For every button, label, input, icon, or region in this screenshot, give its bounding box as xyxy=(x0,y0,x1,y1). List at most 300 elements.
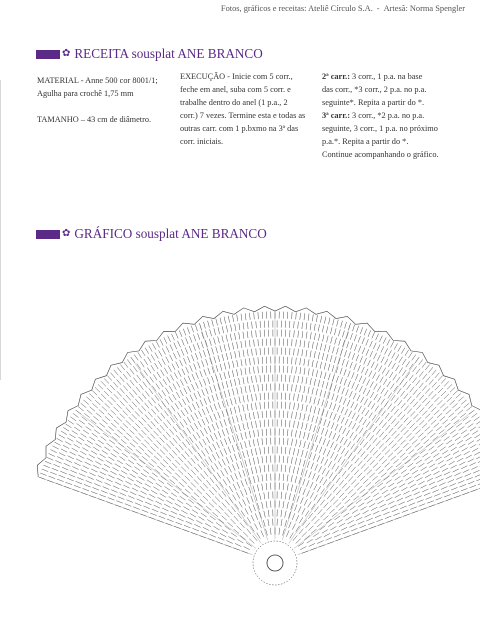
stitch-mark xyxy=(157,372,161,378)
stitch-mark xyxy=(197,489,202,494)
stitch-mark xyxy=(49,453,55,456)
stitch-mark xyxy=(127,371,131,377)
stitch-mark xyxy=(111,373,116,378)
stitch-mark xyxy=(253,439,254,446)
stitch-mark xyxy=(243,451,245,458)
stitch-mark xyxy=(268,492,269,499)
stitch-mark xyxy=(475,434,481,438)
stitch-mark xyxy=(436,426,441,430)
stitch-mark xyxy=(198,453,202,459)
stitch-mark xyxy=(230,380,232,387)
stitch-mark xyxy=(89,496,96,498)
stitch-mark xyxy=(208,377,210,384)
stitch-mark xyxy=(190,514,196,518)
stitch-mark xyxy=(395,494,401,497)
stitch-mark xyxy=(232,417,234,424)
stitch-mark xyxy=(312,342,313,349)
stitch-mark xyxy=(188,461,193,466)
stitch-mark xyxy=(206,417,209,423)
stitch-mark xyxy=(169,396,173,402)
stitch-mark xyxy=(194,335,196,342)
stitch-mark xyxy=(422,386,427,391)
stitch-mark xyxy=(342,471,346,477)
stitch-mark xyxy=(326,326,328,333)
stitch-mark xyxy=(401,440,406,445)
stitch-mark xyxy=(449,444,455,448)
stitch-mark xyxy=(314,495,318,501)
stitch-mark xyxy=(160,425,165,430)
stitch-mark xyxy=(72,467,78,470)
stitch-mark xyxy=(64,486,71,488)
stitch-mark xyxy=(68,456,74,459)
stitch-mark xyxy=(387,381,391,387)
stitch-mark xyxy=(326,382,328,389)
stitch-mark xyxy=(366,482,371,487)
stitch-mark xyxy=(203,439,207,445)
stitch-mark xyxy=(408,480,414,484)
stitch-mark xyxy=(306,350,307,357)
stitch-mark xyxy=(300,340,301,347)
stitch-mark xyxy=(229,537,235,541)
stitch-mark xyxy=(245,432,247,439)
stitch-mark xyxy=(84,484,91,487)
stitch-mark xyxy=(207,520,213,524)
stitch-mark xyxy=(182,529,189,531)
stitch-mark xyxy=(403,473,409,477)
stitch-mark xyxy=(247,517,251,523)
stitch-mark xyxy=(309,471,312,478)
stitch-mark xyxy=(99,410,104,415)
stitch-mark xyxy=(446,499,453,501)
stitch-mark xyxy=(211,530,217,533)
stitch-mark xyxy=(170,479,176,483)
stitch-mark xyxy=(343,513,349,517)
stitch-mark xyxy=(255,513,258,520)
stitch-mark xyxy=(206,359,208,366)
stitch-mark xyxy=(208,539,215,541)
stitch-mark xyxy=(245,441,247,448)
stitch-mark xyxy=(176,447,181,452)
stitch-mark xyxy=(199,381,202,388)
stitch-mark xyxy=(234,379,236,386)
stitch-mark xyxy=(358,406,361,412)
stitch-mark xyxy=(343,428,346,434)
stitch-mark xyxy=(120,365,124,371)
stitch-mark xyxy=(187,356,190,362)
stitch-mark xyxy=(113,382,118,387)
stitch-mark xyxy=(210,534,216,537)
stitch-mark xyxy=(305,470,307,477)
stitch-mark xyxy=(283,483,284,490)
stitch-mark xyxy=(216,394,218,401)
stitch-mark xyxy=(394,409,398,414)
stitch-mark xyxy=(364,467,369,472)
stitch-mark xyxy=(249,539,254,544)
stitch-mark xyxy=(479,442,480,446)
stitch-mark xyxy=(222,459,225,465)
stitch-mark xyxy=(70,417,76,421)
stitch-mark xyxy=(368,360,371,366)
stitch-mark xyxy=(414,456,420,460)
stitch-mark xyxy=(143,487,149,491)
stitch-mark xyxy=(188,486,193,491)
stitch-mark xyxy=(252,322,253,329)
stitch-mark xyxy=(235,333,236,340)
stitch-mark xyxy=(120,493,126,496)
stitch-mark xyxy=(258,384,259,391)
stitch-mark xyxy=(243,350,244,357)
stitch-mark xyxy=(228,371,230,378)
stitch-mark xyxy=(190,395,193,401)
stitch-mark xyxy=(143,470,149,474)
stitch-mark xyxy=(184,358,187,364)
stitch-mark xyxy=(302,422,303,429)
stitch-mark xyxy=(374,353,377,359)
stitch-mark xyxy=(185,489,190,493)
stitch-mark xyxy=(336,490,341,495)
stitch-mark xyxy=(354,496,359,500)
stitch-mark xyxy=(476,478,480,481)
stitch-mark xyxy=(98,476,104,479)
stitch-mark xyxy=(222,503,227,508)
stitch-mark xyxy=(229,486,233,492)
stitch-mark xyxy=(228,418,230,425)
stitch-mark xyxy=(132,426,137,431)
stitch-mark xyxy=(120,401,125,406)
stitch-mark xyxy=(427,460,433,464)
stitch-mark xyxy=(441,391,446,396)
stitch-mark xyxy=(370,447,375,452)
stitch-mark xyxy=(339,426,342,432)
stitch-mark xyxy=(61,431,67,435)
stitch-mark xyxy=(266,456,267,463)
stitch-mark xyxy=(148,400,152,406)
stitch-mark xyxy=(366,433,370,439)
heading-bar xyxy=(36,230,60,239)
stitch-mark xyxy=(356,384,359,390)
stitch-mark xyxy=(167,377,171,383)
stitch-mark xyxy=(324,372,326,379)
stitch-mark xyxy=(117,391,122,396)
stitch-mark xyxy=(57,479,64,482)
stitch-mark xyxy=(182,454,187,459)
stitch-mark xyxy=(417,500,424,503)
stitch-mark xyxy=(322,530,328,534)
stitch-mark xyxy=(235,473,238,479)
stitch-mark xyxy=(204,398,207,404)
stitch-mark xyxy=(361,397,364,403)
stitch-mark xyxy=(76,410,82,414)
stitch-mark xyxy=(476,420,480,424)
stitch-mark xyxy=(308,501,312,507)
stitch-mark xyxy=(394,343,397,349)
stitch-mark xyxy=(416,380,420,385)
stitch-mark xyxy=(247,322,248,329)
stitch-mark xyxy=(287,456,288,463)
stitch-mark xyxy=(149,517,156,519)
stitch-mark xyxy=(401,415,406,420)
stitch-mark xyxy=(343,531,349,534)
stitch-mark xyxy=(254,430,255,437)
stitch-mark xyxy=(331,452,334,458)
stitch-mark xyxy=(256,348,257,355)
stitch-mark xyxy=(85,444,91,448)
stitch-mark xyxy=(230,408,232,415)
stitch-mark xyxy=(300,413,301,420)
stitch-mark xyxy=(341,527,347,530)
stitch-mark xyxy=(153,487,159,491)
stitch-mark xyxy=(226,457,229,463)
stitch-mark xyxy=(410,387,414,393)
stitch-mark xyxy=(262,411,263,418)
stitch-mark xyxy=(287,484,288,491)
stitch-mark xyxy=(385,425,390,430)
stitch-mark xyxy=(117,430,122,435)
stitch-mark xyxy=(328,523,334,527)
stitch-mark xyxy=(256,321,257,328)
stitch-mark xyxy=(407,396,411,401)
stitch-mark xyxy=(382,422,386,428)
stitch-mark xyxy=(350,362,353,369)
stitch-mark xyxy=(420,508,427,510)
stitch-mark xyxy=(50,472,57,475)
stitch-mark xyxy=(449,413,454,418)
stitch-mark xyxy=(160,463,165,468)
stitch-mark xyxy=(310,396,312,403)
stitch-mark xyxy=(359,417,363,423)
stitch-mark xyxy=(386,520,393,522)
stitch-mark xyxy=(295,486,297,493)
stitch-mark xyxy=(193,528,199,531)
stitch-mark xyxy=(163,447,168,452)
stitch-mark xyxy=(329,509,334,514)
stitch-mark xyxy=(352,382,355,388)
stitch-mark xyxy=(352,455,356,461)
stitch-mark xyxy=(187,417,191,423)
stitch-mark xyxy=(136,450,142,454)
stitch-mark xyxy=(327,542,334,544)
stitch-mark xyxy=(355,404,358,410)
stitch-mark xyxy=(212,348,214,355)
stitch-mark xyxy=(392,363,396,369)
stitch-mark xyxy=(199,323,201,330)
stitch-mark xyxy=(95,400,100,405)
stitch-mark xyxy=(281,519,282,526)
stitch-mark xyxy=(292,312,293,319)
stitch-mark xyxy=(459,462,465,465)
stitch-mark xyxy=(404,417,409,422)
stitch-mark xyxy=(356,415,360,421)
stitch-mark xyxy=(293,467,294,474)
stitch-mark xyxy=(162,390,166,396)
stitch-mark xyxy=(409,450,415,454)
stitch-mark xyxy=(139,460,145,464)
execution-line: corr.) 7 vezes. Termine esta e todas as xyxy=(180,111,306,120)
stitch-mark xyxy=(186,503,192,507)
stitch-mark xyxy=(294,376,295,383)
stitch-mark xyxy=(292,524,295,530)
stitch-mark xyxy=(404,394,408,400)
stitch-mark xyxy=(201,450,205,456)
stitch-mark xyxy=(466,407,472,411)
stitch-mark xyxy=(435,385,440,390)
stitch-mark xyxy=(351,343,353,350)
stitch-mark xyxy=(245,489,248,496)
stitch-mark xyxy=(456,394,461,399)
stitch-mark xyxy=(410,399,415,404)
stitch-mark xyxy=(123,398,128,403)
stitch-mark xyxy=(310,548,317,550)
stitch-mark xyxy=(261,530,264,536)
stitch-mark xyxy=(450,387,455,392)
stitch-mark xyxy=(377,483,383,487)
stitch-mark xyxy=(283,456,284,463)
stitch-mark xyxy=(347,342,349,349)
stitch-mark xyxy=(370,473,375,478)
stitch-mark xyxy=(349,323,351,330)
stitch-mark xyxy=(360,439,364,445)
stitch-mark xyxy=(350,506,356,510)
stitch-mark xyxy=(439,430,445,434)
stitch-mark xyxy=(405,350,409,356)
stitch-mark xyxy=(384,390,388,396)
stitch-mark xyxy=(196,382,199,388)
stitch-mark xyxy=(327,450,330,456)
stitch-mark xyxy=(340,377,342,384)
stitch-mark xyxy=(341,321,343,328)
stitch-mark xyxy=(388,350,391,356)
stitch-mark xyxy=(120,377,125,382)
stitch-mark xyxy=(298,331,299,338)
stitch-mark xyxy=(212,500,217,505)
stitch-mark xyxy=(68,420,74,424)
stitch-mark xyxy=(139,495,145,498)
stitch-mark xyxy=(173,394,177,400)
stitch-mark xyxy=(408,352,412,358)
stitch-mark xyxy=(387,339,390,345)
stitch-mark xyxy=(314,397,316,404)
stitch-mark xyxy=(323,479,327,485)
stitch-mark xyxy=(104,464,110,468)
stitch-mark xyxy=(300,367,301,374)
stitch-mark xyxy=(123,411,128,416)
stitch-mark xyxy=(321,457,324,463)
stitch-mark xyxy=(314,484,317,490)
stitch-mark xyxy=(383,337,386,343)
stitch-mark xyxy=(409,436,414,441)
stitch-mark xyxy=(397,498,403,501)
stitch-mark xyxy=(425,427,430,432)
stitch-mark xyxy=(469,410,475,414)
stitch-mark xyxy=(398,437,403,442)
stitch-mark xyxy=(237,482,240,488)
stitch-mark xyxy=(330,327,332,334)
stitch-mark xyxy=(425,388,430,393)
stitch-mark xyxy=(426,497,433,500)
stitch-mark xyxy=(428,417,433,422)
stitch-mark xyxy=(304,341,305,348)
stitch-mark xyxy=(413,377,417,383)
stitch-mark xyxy=(412,470,418,474)
stitch-mark xyxy=(117,379,122,384)
stitch-mark xyxy=(166,432,171,437)
stitch-mark xyxy=(194,467,199,472)
stitch-mark xyxy=(397,388,401,394)
stitch-mark xyxy=(150,377,154,383)
stitch-mark xyxy=(258,457,259,464)
stitch-mark xyxy=(367,470,372,475)
stitch-mark xyxy=(297,467,299,474)
stitch-mark xyxy=(231,533,237,537)
stitch-mark xyxy=(451,416,456,420)
stitch-mark xyxy=(319,466,322,472)
stitch-mark xyxy=(254,340,255,347)
stitch-mark xyxy=(237,526,242,531)
stitch-mark xyxy=(303,460,305,467)
stitch-mark xyxy=(106,461,112,465)
stitch-mark xyxy=(120,388,125,393)
stitch-mark xyxy=(317,497,321,503)
stitch-mark xyxy=(420,485,426,488)
stitch-mark xyxy=(335,424,338,430)
stitch-mark xyxy=(367,500,373,504)
stitch-mark xyxy=(236,416,238,423)
stitch-mark xyxy=(399,502,405,505)
stitch-mark xyxy=(310,424,312,431)
stitch-mark xyxy=(234,407,236,414)
stitch-mark xyxy=(105,403,110,408)
stitch-mark xyxy=(215,463,219,469)
stitch-mark xyxy=(385,348,388,354)
stitch-mark xyxy=(164,368,168,374)
stitch-mark xyxy=(382,508,388,511)
stitch-mark xyxy=(308,442,310,449)
stitch-mark xyxy=(298,449,299,456)
stitch-mark xyxy=(299,477,301,484)
stitch-mark xyxy=(132,470,138,474)
stitch-mark xyxy=(287,502,289,509)
stitch-mark xyxy=(302,349,303,356)
stitch-mark xyxy=(208,321,210,328)
stitch-mark xyxy=(333,404,336,411)
stitch-mark xyxy=(454,420,460,424)
stitch-mark xyxy=(349,421,352,427)
stitch-mark xyxy=(416,478,422,482)
stitch-mark xyxy=(178,341,181,347)
stitch-mark xyxy=(458,481,464,484)
stitch-mark xyxy=(289,522,292,529)
stitch-mark xyxy=(77,477,84,480)
stitch-mark xyxy=(222,354,224,361)
stitch-mark xyxy=(156,384,160,390)
stitch-mark xyxy=(316,315,317,322)
stitch-mark xyxy=(108,498,115,501)
stitch-mark xyxy=(336,478,340,484)
stitch-mark xyxy=(186,367,189,373)
stitch-mark xyxy=(191,483,196,488)
stitch-mark xyxy=(320,477,324,483)
stitch-mark xyxy=(370,392,374,398)
stitch-mark xyxy=(249,413,250,420)
stitch-mark xyxy=(156,501,162,504)
stitch-mark xyxy=(148,424,153,429)
stitch-mark xyxy=(402,510,409,513)
stitch-mark xyxy=(314,407,316,414)
center-ring xyxy=(267,555,283,571)
stitch-mark xyxy=(379,456,384,461)
stitch-mark xyxy=(205,448,209,454)
stitch-mark xyxy=(308,314,309,321)
